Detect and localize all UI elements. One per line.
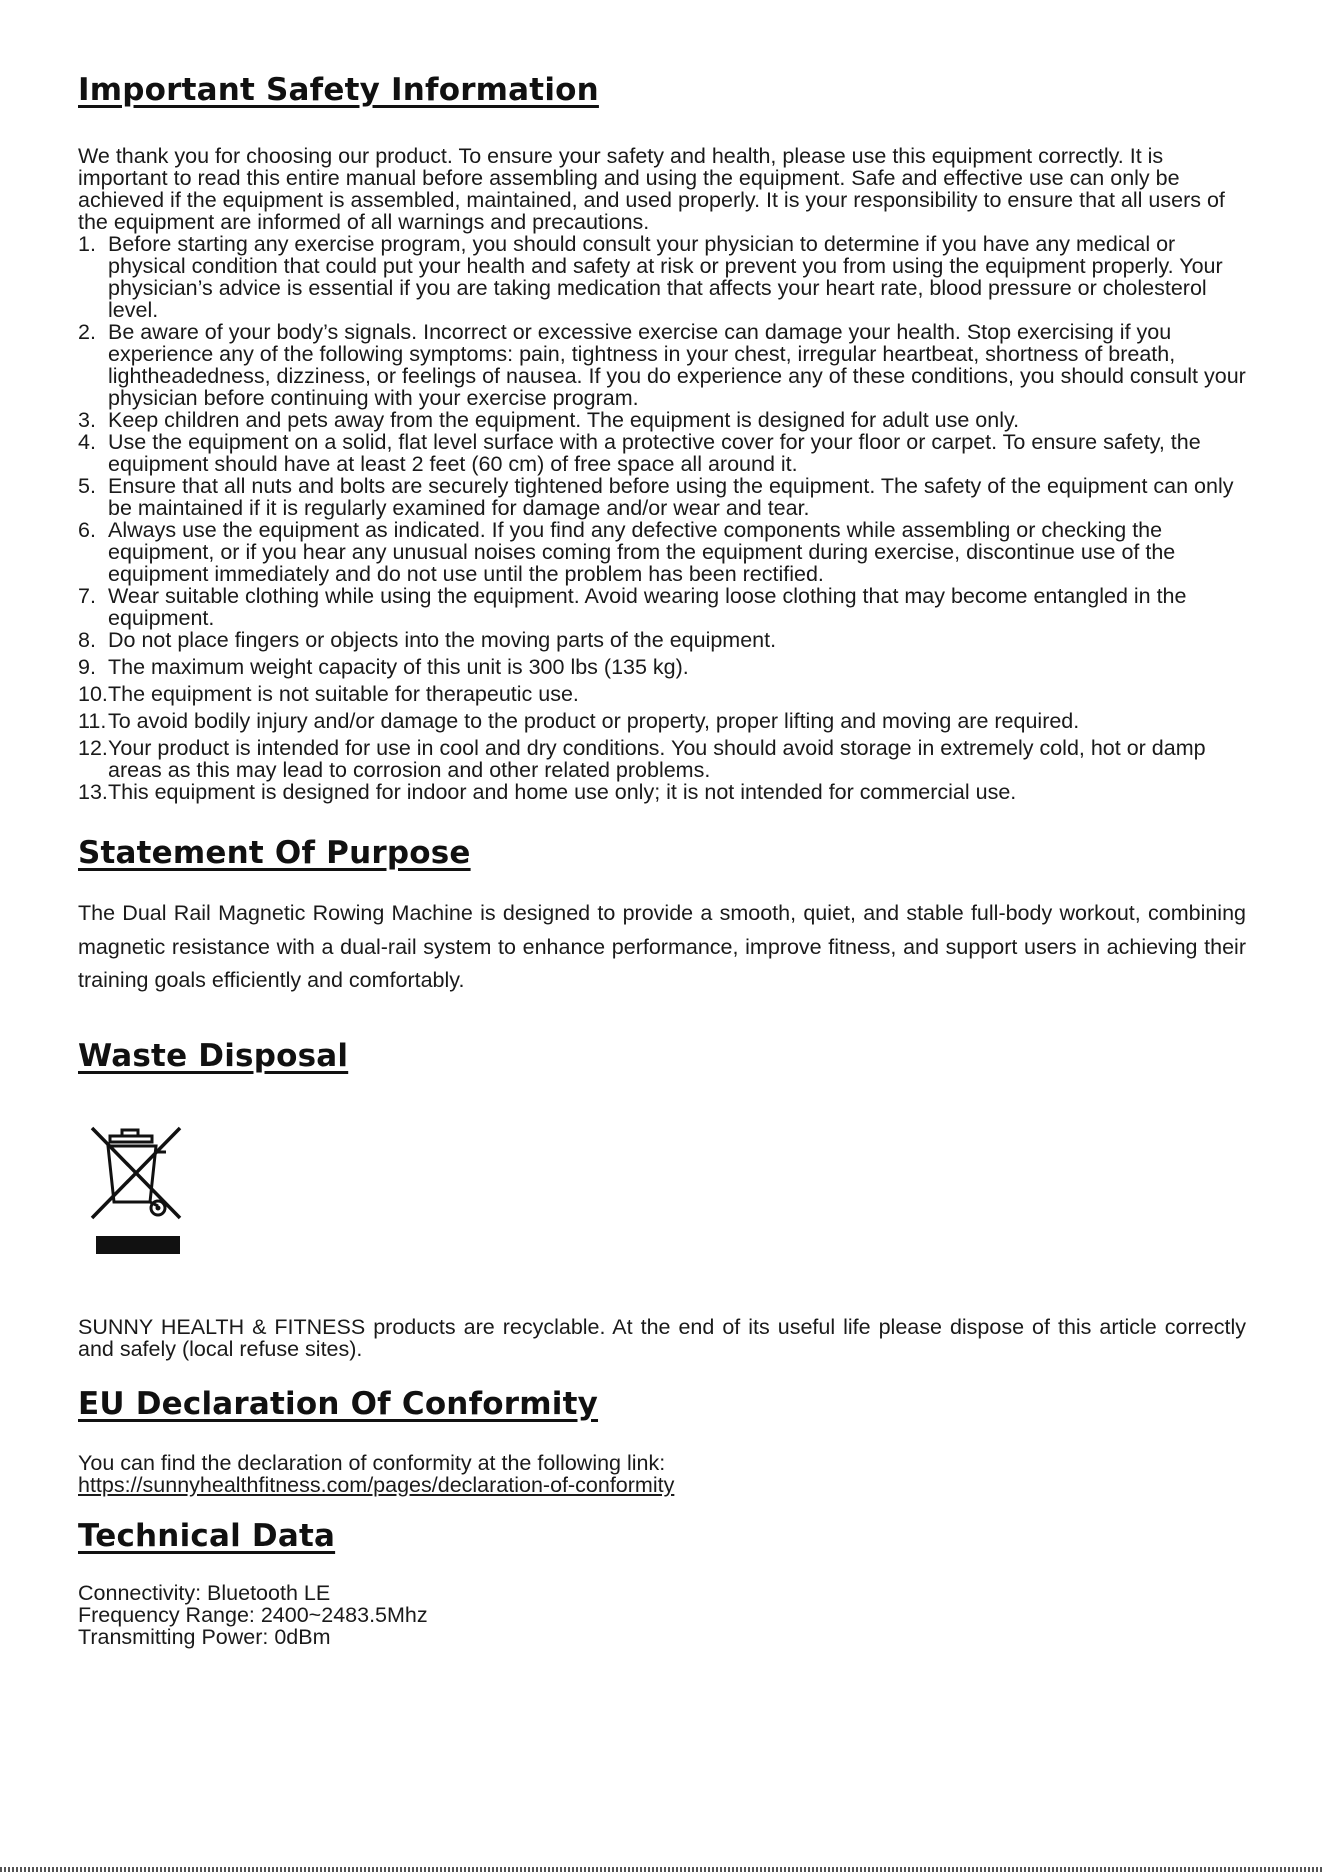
item-text: The equipment is not suitable for therapeutic use. bbox=[108, 682, 579, 706]
item-text: Keep children and pets away from the equipment. The equipment is designed for adult use only. bbox=[108, 408, 1020, 432]
item-number: 6. bbox=[78, 518, 96, 542]
item-text: Do not place fingers or objects into the moving parts of the equipment. bbox=[108, 628, 777, 652]
item-text: Always use the equipment as indicated. If you find any defective components while assembling or checking the equipment, or if you hear any unusual noises coming from the equipment during exercise, discontinue use of the equipment immediately and do not use until the problem has been rectified. bbox=[108, 518, 1176, 586]
purpose-text: The Dual Rail Magnetic Rowing Machine is designed to provide a smooth, quiet, and stable full-body workout, combining magnetic resistance with a dual-rail system to enhance performance, improve fitness, and support users in achieving their training goals efficiently and comfortably. bbox=[78, 901, 1246, 992]
waste-text: SUNNY HEALTH & FITNESS products are recyclable. At the end of its useful life please dispose of this article correctly and safely (local refuse sites). bbox=[78, 1314, 1246, 1361]
item-number: 2. bbox=[78, 320, 96, 344]
item-number: 5. bbox=[78, 474, 96, 498]
tech-heading: Technical Data bbox=[78, 1517, 336, 1554]
item-text: Ensure that all nuts and bolts are securely tightened before using the equipment. The safety of the equipment can only be maintained if it is regularly examined for damage and/or wear and tear. bbox=[108, 474, 1234, 520]
item-text: Wear suitable clothing while using the equipment. Avoid wearing loose clothing that may become entangled in the equipment. bbox=[108, 584, 1187, 630]
safety-list bbox=[78, 233, 1246, 803]
tech-line: Frequency Range: 2400~2483.5Mhz bbox=[78, 1602, 428, 1627]
safety-item bbox=[78, 585, 1246, 629]
tech-line: Connectivity: Bluetooth LE bbox=[78, 1580, 331, 1605]
item-number: 8. bbox=[78, 628, 96, 652]
waste-heading: Waste Disposal bbox=[78, 1037, 349, 1074]
safety-item bbox=[78, 475, 1246, 519]
safety-item bbox=[78, 710, 1246, 732]
item-number: 1. bbox=[78, 232, 96, 256]
safety-item bbox=[78, 519, 1246, 585]
safety-item bbox=[78, 737, 1246, 781]
item-number: 12. bbox=[78, 736, 108, 760]
item-text: Your product is intended for use in cool and dry conditions. You should avoid storage in extremely cold, hot or damp areas as this may lead to corrosion and other related problems. bbox=[108, 736, 1206, 782]
item-number: 4. bbox=[78, 430, 96, 454]
page-footer-rule bbox=[0, 1867, 1324, 1872]
safety-item bbox=[78, 656, 1246, 678]
manual-page bbox=[78, 72, 1246, 1648]
eu-text: You can find the declaration of conformity at the following link: bbox=[78, 1450, 666, 1475]
safety-item bbox=[78, 629, 1246, 651]
safety-item bbox=[78, 409, 1246, 431]
item-text: Before starting any exercise program, you should consult your physician to determine if you have any medical or physical condition that could put your health and safety at risk or prevent you from using the equipment properly. Your physician’s advice is essential if you are taking medication that affects your heart rate, blood pressure or cholesterol level. bbox=[108, 232, 1223, 322]
safety-intro: We thank you for choosing our product. To ensure your safety and health, please use this equipment correctly. It is important to read this entire manual before assembling and using the equipment. Safe and effective use can only be achieved if the equipment is assembled, maintained, and used properly. It is your responsibility to ensure that all users of the equipment are informed of all warnings and precautions. bbox=[78, 144, 1225, 234]
safety-item bbox=[78, 321, 1246, 409]
item-text: This equipment is designed for indoor and home use only; it is not intended for commercial use. bbox=[108, 780, 1017, 804]
safety-item bbox=[78, 781, 1246, 803]
item-text: To avoid bodily injury and/or damage to the product or property, proper lifting and moving are required. bbox=[108, 709, 1080, 733]
item-text: The maximum weight capacity of this unit is 300 lbs (135 kg). bbox=[108, 655, 689, 679]
item-text: Be aware of your body’s signals. Incorrect or excessive exercise can damage your health. Stop exercising if you experience any of the following symptoms: pain, tightness in your chest, irregular heartbeat, shortness of breath, lightheadedness, dizziness, or feelings of nausea. If you do experience any of these conditions, you should consult your physician before continuing with your exercise program. bbox=[108, 320, 1246, 410]
item-text: Use the equipment on a solid, flat level surface with a protective cover for your floor or carpet. To ensure safety, the equipment should have at least 2 feet (60 cm) of free space all around it. bbox=[108, 430, 1201, 476]
item-number: 7. bbox=[78, 584, 96, 608]
safety-item bbox=[78, 431, 1246, 475]
item-number: 3. bbox=[78, 408, 96, 432]
safety-item bbox=[78, 233, 1246, 321]
tech-data-list bbox=[78, 1582, 1246, 1648]
item-number: 13. bbox=[78, 780, 108, 804]
safety-item bbox=[78, 683, 1246, 705]
eu-heading: EU Declaration Of Conformity bbox=[78, 1385, 599, 1422]
item-number: 9. bbox=[78, 655, 96, 679]
purpose-heading: Statement Of Purpose bbox=[78, 835, 471, 871]
item-number: 11. bbox=[78, 709, 107, 733]
safety-heading: Important Safety Information bbox=[78, 72, 599, 108]
item-number: 10. bbox=[78, 682, 108, 706]
declaration-link[interactable]: https://sunnyhealthfitness.com/pages/declaration-of-conformity bbox=[78, 1472, 675, 1497]
tech-line: Transmitting Power: 0dBm bbox=[78, 1624, 331, 1649]
crossed-out-wheelie-bin-icon bbox=[82, 1122, 190, 1262]
